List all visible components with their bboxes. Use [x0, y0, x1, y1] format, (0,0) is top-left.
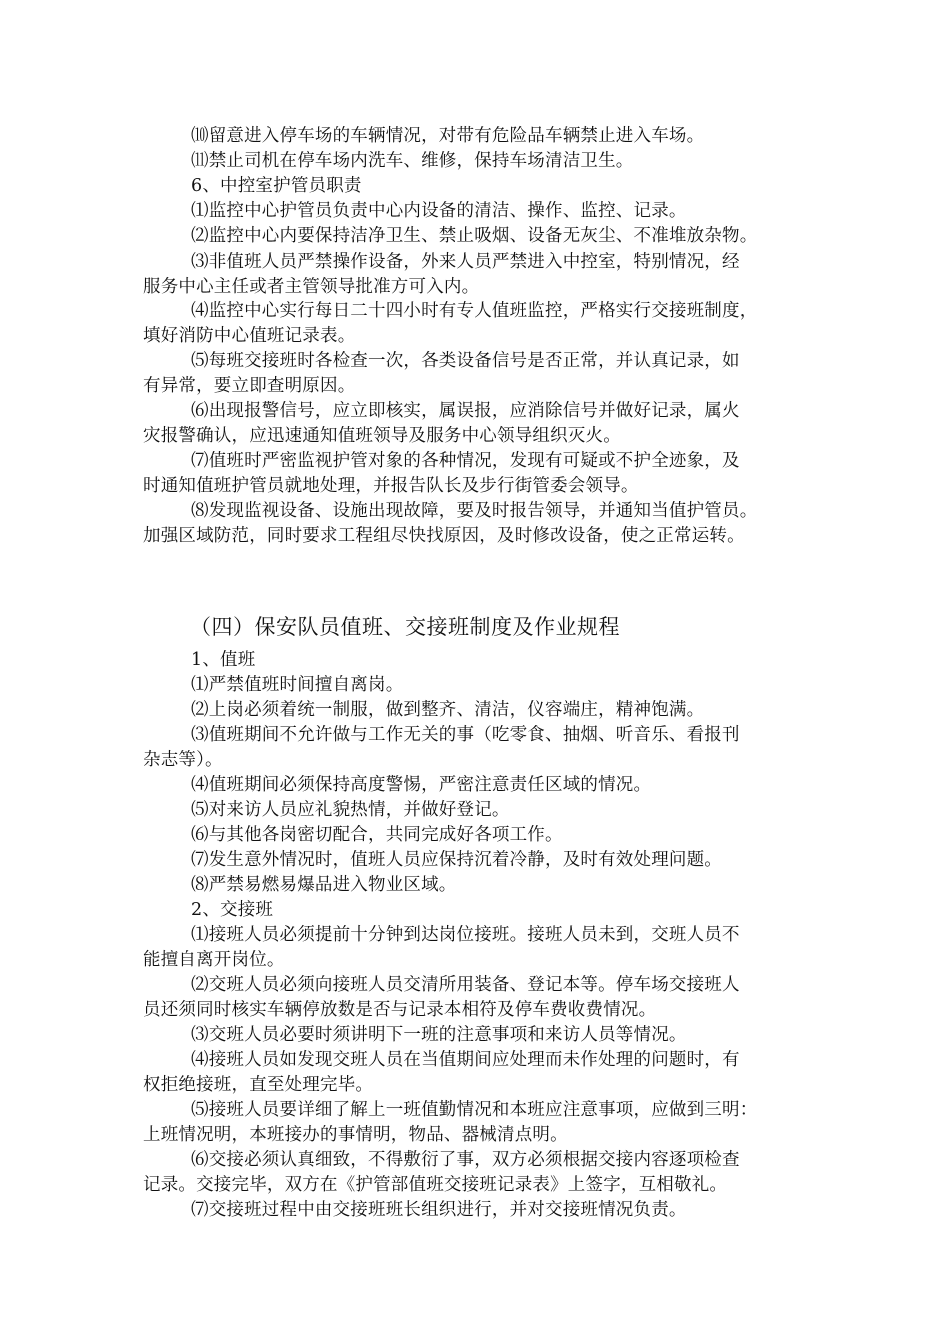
paragraph: ⑹交接必须认真细致，不得敷衍了事，双方必须根据交接内容逐项检查: [191, 1150, 740, 1170]
paragraph-continuation: 权拒绝接班，直至处理完毕。: [143, 1075, 374, 1095]
paragraph: ⑺发生意外情况时，值班人员应保持沉着冷静，及时有效处理问题。: [191, 850, 722, 870]
section-title: （四）保安队员值班、交接班制度及作业规程: [190, 615, 620, 639]
paragraph: ⑴接班人员必须提前十分钟到达岗位接班。接班人员未到，交班人员不: [191, 925, 740, 945]
paragraph: ⑵监控中心内要保持洁净卫生、禁止吸烟、设备无灰尘、不准堆放杂物。: [191, 226, 758, 246]
paragraph: ⑶非值班人员严禁操作设备，外来人员严禁进入中控室，特别情况，经: [191, 252, 740, 272]
paragraph: ⑵交班人员必须向接班人员交清所用装备、登记本等。停车场交接班人: [191, 975, 740, 995]
paragraph: ⑺值班时严密监视护管对象的各种情况，发现有可疑或不护全迹象，及: [191, 451, 740, 471]
subheading: 6、中控室护管员职责: [191, 176, 362, 196]
paragraph: ⑾禁止司机在停车场内洗车、维修，保持车场清洁卫生。: [191, 151, 634, 171]
paragraph: ⑴严禁值班时间擅自离岗。: [191, 675, 404, 695]
subheading: 2、交接班: [191, 900, 274, 920]
paragraph: ⑺交接班过程中由交接班班长组织进行，并对交接班情况负责。: [191, 1200, 687, 1220]
paragraph: ⑶交班人员必要时须讲明下一班的注意事项和来访人员等情况。: [191, 1025, 687, 1045]
paragraph: ⑷接班人员如发现交班人员在当值期间应处理而未作处理的问题时，有: [191, 1050, 740, 1070]
paragraph-continuation: 灾报警确认，应迅速通知值班领导及服务中心领导组织灭火。: [143, 426, 621, 446]
paragraph: ⑵上岗必须着统一制服，做到整齐、清洁，仪容端庄，精神饱满。: [191, 700, 705, 720]
paragraph-continuation: 填好消防中心值班记录表。: [143, 326, 356, 346]
paragraph: ⑸每班交接班时各检查一次，各类设备信号是否正常，并认真记录，如: [191, 351, 740, 371]
paragraph-continuation: 服务中心主任或者主管领导批准方可入内。: [143, 277, 480, 297]
paragraph: ⑹与其他各岗密切配合，共同完成好各项工作。: [191, 825, 563, 845]
paragraph: ⑷监控中心实行每日二十四小时有专人值班监控，严格实行交接班制度，: [191, 301, 758, 321]
paragraph-continuation: 上班情况明，本班接办的事情明，物品、器械清点明。: [143, 1125, 568, 1145]
paragraph: ⑴监控中心护管员负责中心内设备的清洁、操作、监控、记录。: [191, 201, 687, 221]
paragraph: ⑸接班人员要详细了解上一班值勤情况和本班应注意事项，应做到三明：: [191, 1100, 758, 1120]
paragraph: ⑹出现报警信号，应立即核实，属误报，应消除信号并做好记录，属火: [191, 401, 740, 421]
paragraph: ⑽留意进入停车场的车辆情况，对带有危险品车辆禁止进入车场。: [191, 126, 705, 146]
paragraph: ⑻发现监视设备、设施出现故障，要及时报告领导，并通知当值护管员。: [191, 501, 758, 521]
paragraph: ⑻严禁易燃易爆品进入物业区域。: [191, 875, 457, 895]
paragraph-continuation: 时通知值班护管员就地处理，并报告队长及步行街管委会领导。: [143, 476, 639, 496]
paragraph-continuation: 能擅自离开岗位。: [143, 950, 285, 970]
paragraph: ⑸对来访人员应礼貌热情，并做好登记。: [191, 800, 510, 820]
paragraph: ⑷值班期间必须保持高度警惕，严密注意责任区域的情况。: [191, 775, 652, 795]
paragraph-continuation: 有异常，要立即查明原因。: [143, 376, 356, 396]
paragraph-continuation: 记录。交接完毕，双方在《护管部值班交接班记录表》上签字，互相敬礼。: [143, 1175, 728, 1195]
paragraph: ⑶值班期间不允许做与工作无关的事（吃零食、抽烟、听音乐、看报刊: [191, 725, 740, 745]
paragraph-continuation: 杂志等）。: [143, 750, 223, 770]
subheading: 1、值班: [191, 650, 256, 670]
paragraph-continuation: 加强区域防范，同时要求工程组尽快找原因，及时修改设备，使之正常运转。: [143, 526, 745, 546]
paragraph-continuation: 员还须同时核实车辆停放数是否与记录本相符及停车费收费情况。: [143, 1000, 657, 1020]
